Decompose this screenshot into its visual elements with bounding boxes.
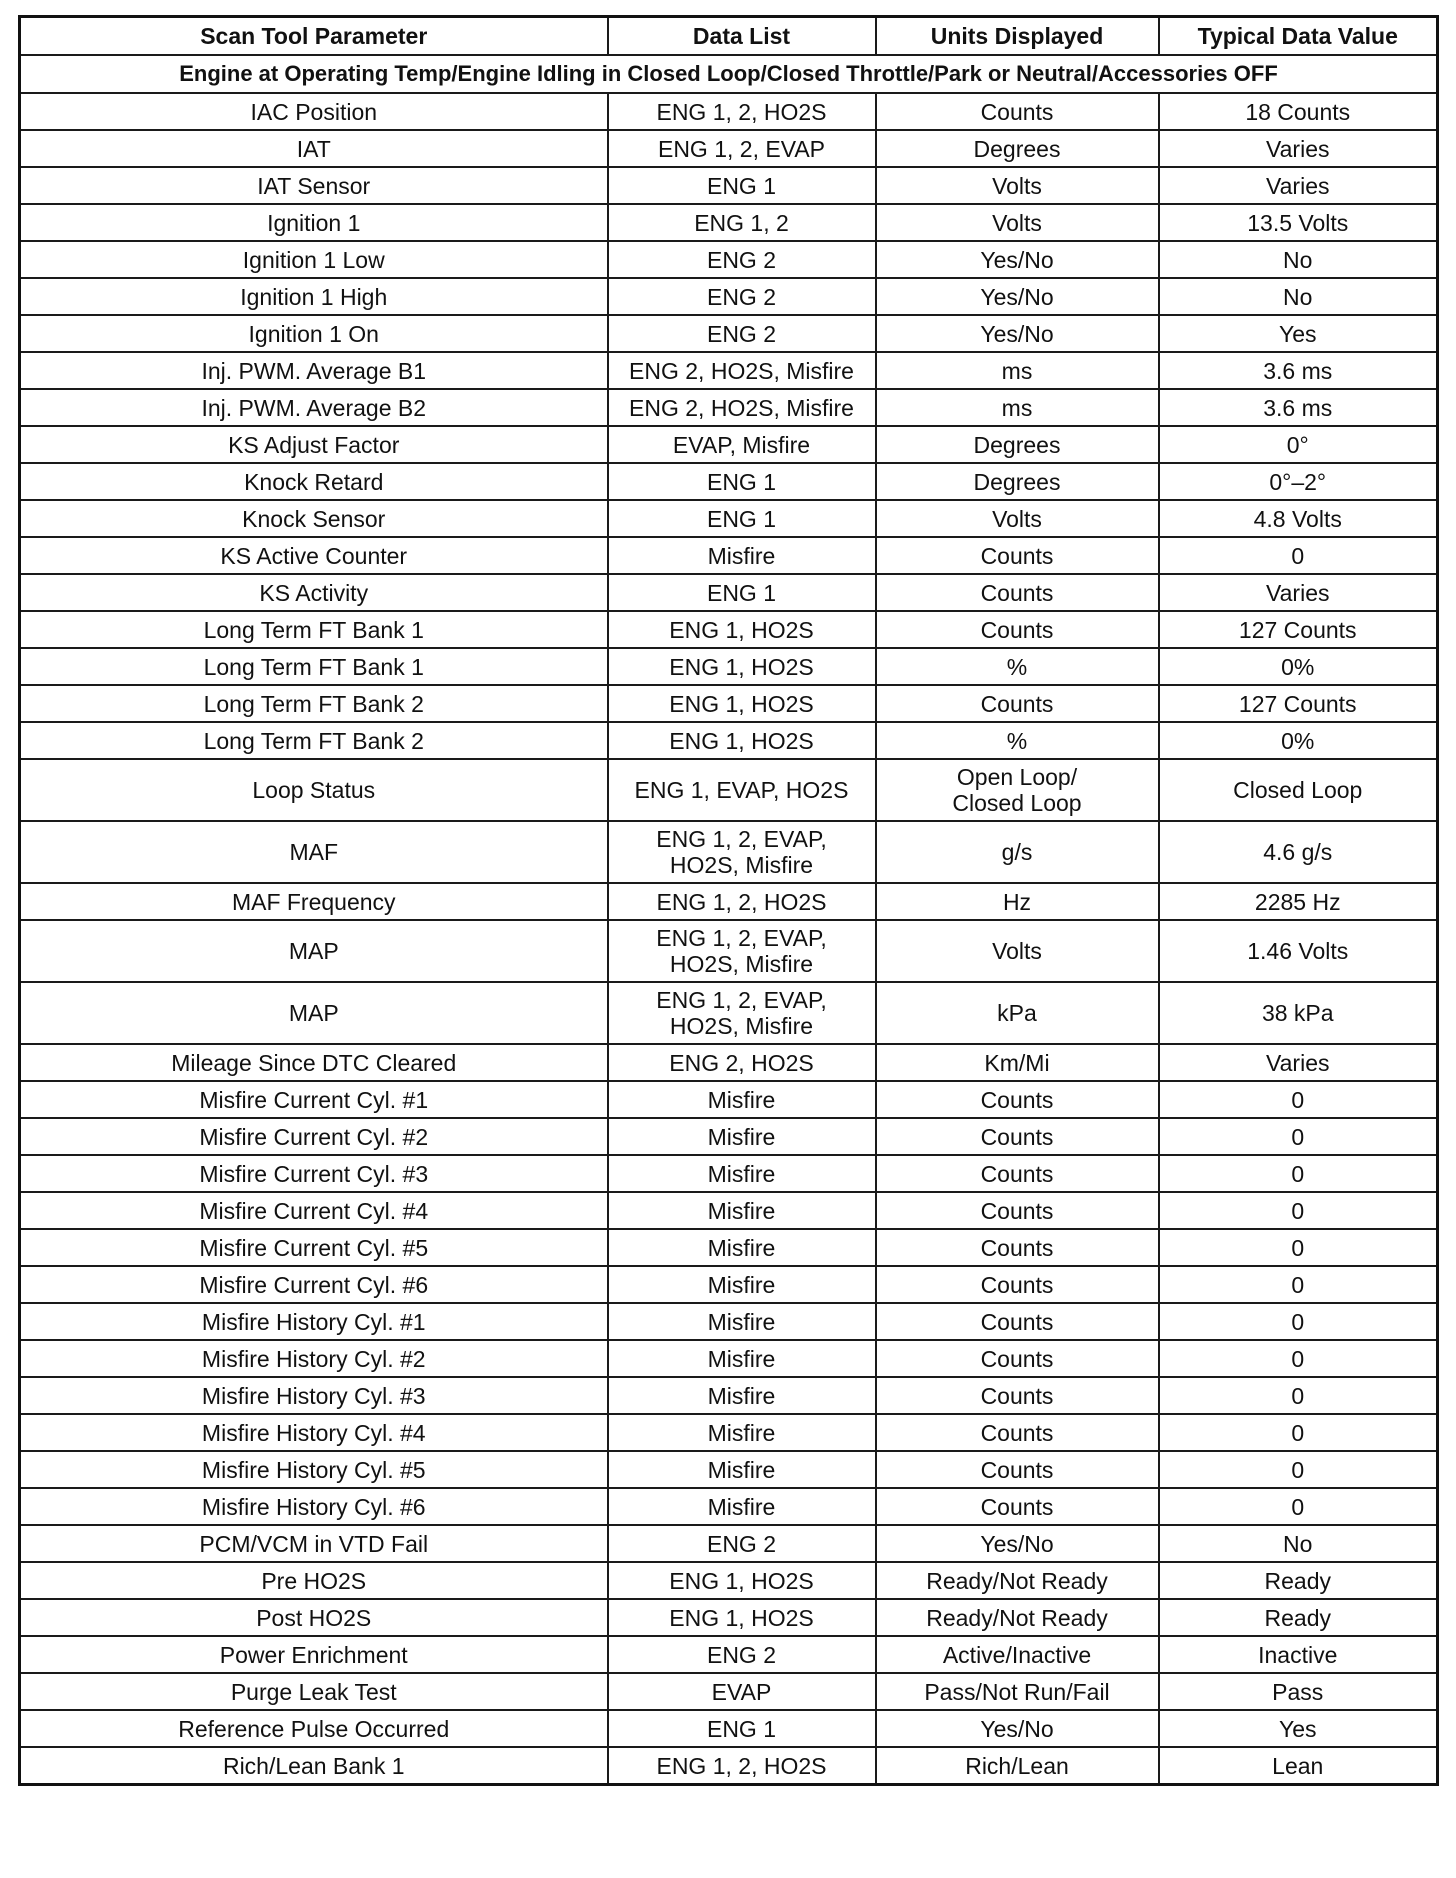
cell-parameter: MAF Frequency bbox=[20, 883, 608, 920]
table-row bbox=[20, 167, 1438, 204]
table-row bbox=[20, 1710, 1438, 1747]
cell-typical-value: 0 bbox=[1159, 1266, 1438, 1303]
cell-parameter: MAF bbox=[20, 821, 608, 883]
table-row bbox=[20, 1303, 1438, 1340]
cell-parameter: Misfire History Cyl. #3 bbox=[20, 1377, 608, 1414]
cell-parameter: IAT Sensor bbox=[20, 167, 608, 204]
cell-typical-value: 0 bbox=[1159, 1414, 1438, 1451]
cell-units: Hz bbox=[876, 883, 1159, 920]
cell-parameter: Misfire Current Cyl. #5 bbox=[20, 1229, 608, 1266]
cell-data-list: ENG 1, 2, EVAP, HO2S, Misfire bbox=[608, 821, 876, 883]
cell-units: Counts bbox=[876, 1229, 1159, 1266]
table-row bbox=[20, 389, 1438, 426]
cell-units: ms bbox=[876, 389, 1159, 426]
table-row bbox=[20, 1747, 1438, 1785]
cell-data-list: Misfire bbox=[608, 1414, 876, 1451]
cell-parameter: Ignition 1 On bbox=[20, 315, 608, 352]
table-row bbox=[20, 574, 1438, 611]
cell-units: Volts bbox=[876, 167, 1159, 204]
cell-units: Degrees bbox=[876, 463, 1159, 500]
cell-data-list: ENG 2 bbox=[608, 1525, 876, 1562]
table-row bbox=[20, 130, 1438, 167]
table-row bbox=[20, 1451, 1438, 1488]
cell-data-list: ENG 1, 2, EVAP bbox=[608, 130, 876, 167]
cell-typical-value: Lean bbox=[1159, 1747, 1438, 1785]
cell-units: Yes/No bbox=[876, 278, 1159, 315]
table-row bbox=[20, 1081, 1438, 1118]
cell-parameter: Loop Status bbox=[20, 759, 608, 821]
cell-typical-value: 0% bbox=[1159, 648, 1438, 685]
cell-data-list: ENG 1 bbox=[608, 574, 876, 611]
table-row bbox=[20, 1192, 1438, 1229]
table-row bbox=[20, 648, 1438, 685]
condition-text: Engine at Operating Temp/Engine Idling in Closed Loop/Closed Throttle/Park or Neutral/Accessories OFF bbox=[20, 55, 1438, 93]
cell-data-list: ENG 1 bbox=[608, 463, 876, 500]
scan-tool-data-table-sheet bbox=[18, 15, 1436, 1786]
cell-parameter: Long Term FT Bank 1 bbox=[20, 648, 608, 685]
cell-typical-value: 0 bbox=[1159, 537, 1438, 574]
cell-units: Counts bbox=[876, 537, 1159, 574]
cell-units: Counts bbox=[876, 1377, 1159, 1414]
cell-units: g/s bbox=[876, 821, 1159, 883]
cell-typical-value: 0 bbox=[1159, 1118, 1438, 1155]
cell-typical-value: Varies bbox=[1159, 167, 1438, 204]
cell-data-list: EVAP bbox=[608, 1673, 876, 1710]
cell-data-list: ENG 2 bbox=[608, 241, 876, 278]
cell-parameter: Misfire Current Cyl. #2 bbox=[20, 1118, 608, 1155]
cell-units: Pass/Not Run/Fail bbox=[876, 1673, 1159, 1710]
cell-typical-value: Ready bbox=[1159, 1599, 1438, 1636]
table-row bbox=[20, 93, 1438, 130]
cell-units: Counts bbox=[876, 1414, 1159, 1451]
cell-data-list: ENG 1, HO2S bbox=[608, 685, 876, 722]
table-row bbox=[20, 1155, 1438, 1192]
cell-typical-value: 38 kPa bbox=[1159, 982, 1438, 1044]
cell-parameter: IAC Position bbox=[20, 93, 608, 130]
cell-typical-value: 0 bbox=[1159, 1303, 1438, 1340]
cell-data-list: EVAP, Misfire bbox=[608, 426, 876, 463]
cell-data-list: Misfire bbox=[608, 1192, 876, 1229]
cell-parameter: Misfire Current Cyl. #6 bbox=[20, 1266, 608, 1303]
table-row bbox=[20, 1636, 1438, 1673]
cell-data-list: ENG 2 bbox=[608, 315, 876, 352]
cell-typical-value: 0 bbox=[1159, 1229, 1438, 1266]
cell-parameter: Power Enrichment bbox=[20, 1636, 608, 1673]
cell-typical-value: 3.6 ms bbox=[1159, 389, 1438, 426]
table-row bbox=[20, 537, 1438, 574]
header-units-displayed: Units Displayed bbox=[876, 17, 1159, 56]
cell-units: Volts bbox=[876, 920, 1159, 982]
cell-typical-value: 127 Counts bbox=[1159, 685, 1438, 722]
cell-typical-value: 18 Counts bbox=[1159, 93, 1438, 130]
header-scan-tool-parameter: Scan Tool Parameter bbox=[20, 17, 608, 56]
cell-parameter: Misfire History Cyl. #2 bbox=[20, 1340, 608, 1377]
cell-parameter: Pre HO2S bbox=[20, 1562, 608, 1599]
cell-parameter: Ignition 1 High bbox=[20, 278, 608, 315]
cell-typical-value: No bbox=[1159, 1525, 1438, 1562]
cell-parameter: Purge Leak Test bbox=[20, 1673, 608, 1710]
cell-data-list: ENG 2, HO2S bbox=[608, 1044, 876, 1081]
header-typical-data-value: Typical Data Value bbox=[1159, 17, 1438, 56]
cell-data-list: Misfire bbox=[608, 1488, 876, 1525]
cell-parameter: Inj. PWM. Average B2 bbox=[20, 389, 608, 426]
cell-typical-value: 0 bbox=[1159, 1340, 1438, 1377]
cell-units: Ready/Not Ready bbox=[876, 1599, 1159, 1636]
cell-units: Yes/No bbox=[876, 1525, 1159, 1562]
table-row bbox=[20, 722, 1438, 759]
cell-data-list: ENG 1, HO2S bbox=[608, 648, 876, 685]
table-row bbox=[20, 920, 1438, 982]
cell-units: % bbox=[876, 648, 1159, 685]
table-row bbox=[20, 1377, 1438, 1414]
cell-data-list: Misfire bbox=[608, 1377, 876, 1414]
cell-units: Counts bbox=[876, 611, 1159, 648]
cell-units: Degrees bbox=[876, 130, 1159, 167]
cell-typical-value: 0 bbox=[1159, 1451, 1438, 1488]
cell-data-list: ENG 2 bbox=[608, 278, 876, 315]
cell-units: Yes/No bbox=[876, 315, 1159, 352]
table-row bbox=[20, 204, 1438, 241]
table-row bbox=[20, 1525, 1438, 1562]
cell-typical-value: 0 bbox=[1159, 1081, 1438, 1118]
cell-typical-value: No bbox=[1159, 278, 1438, 315]
cell-units: Counts bbox=[876, 1340, 1159, 1377]
cell-parameter: Long Term FT Bank 2 bbox=[20, 722, 608, 759]
table-row bbox=[20, 1044, 1438, 1081]
cell-units: Counts bbox=[876, 1118, 1159, 1155]
cell-typical-value: Closed Loop bbox=[1159, 759, 1438, 821]
cell-typical-value: 3.6 ms bbox=[1159, 352, 1438, 389]
cell-units: Counts bbox=[876, 1488, 1159, 1525]
cell-typical-value: 4.6 g/s bbox=[1159, 821, 1438, 883]
cell-data-list: Misfire bbox=[608, 1303, 876, 1340]
cell-units: Yes/No bbox=[876, 1710, 1159, 1747]
table-row bbox=[20, 1229, 1438, 1266]
cell-parameter: Reference Pulse Occurred bbox=[20, 1710, 608, 1747]
table-row bbox=[20, 611, 1438, 648]
cell-units: Volts bbox=[876, 500, 1159, 537]
cell-typical-value: 0°–2° bbox=[1159, 463, 1438, 500]
cell-units: Yes/No bbox=[876, 241, 1159, 278]
cell-units: Counts bbox=[876, 685, 1159, 722]
cell-units: Counts bbox=[876, 1266, 1159, 1303]
cell-data-list: Misfire bbox=[608, 537, 876, 574]
cell-parameter: Knock Retard bbox=[20, 463, 608, 500]
cell-parameter: KS Activity bbox=[20, 574, 608, 611]
cell-units: kPa bbox=[876, 982, 1159, 1044]
cell-parameter: Mileage Since DTC Cleared bbox=[20, 1044, 608, 1081]
cell-typical-value: 1.46 Volts bbox=[1159, 920, 1438, 982]
table-row bbox=[20, 500, 1438, 537]
cell-data-list: ENG 1, 2, EVAP, HO2S, Misfire bbox=[608, 982, 876, 1044]
table-row bbox=[20, 1414, 1438, 1451]
cell-parameter: Misfire History Cyl. #6 bbox=[20, 1488, 608, 1525]
cell-units: % bbox=[876, 722, 1159, 759]
cell-data-list: ENG 2, HO2S, Misfire bbox=[608, 352, 876, 389]
cell-data-list: ENG 1, HO2S bbox=[608, 1599, 876, 1636]
cell-data-list: Misfire bbox=[608, 1118, 876, 1155]
cell-parameter: Post HO2S bbox=[20, 1599, 608, 1636]
table-row bbox=[20, 982, 1438, 1044]
cell-typical-value: 0 bbox=[1159, 1155, 1438, 1192]
cell-parameter: Misfire Current Cyl. #4 bbox=[20, 1192, 608, 1229]
scan-tool-data-table bbox=[18, 15, 1439, 1786]
table-row bbox=[20, 1488, 1438, 1525]
cell-data-list: ENG 1, 2, HO2S bbox=[608, 1747, 876, 1785]
cell-parameter: Rich/Lean Bank 1 bbox=[20, 1747, 608, 1785]
cell-units: Km/Mi bbox=[876, 1044, 1159, 1081]
cell-typical-value: 127 Counts bbox=[1159, 611, 1438, 648]
cell-typical-value: No bbox=[1159, 241, 1438, 278]
cell-typical-value: Varies bbox=[1159, 130, 1438, 167]
table-row bbox=[20, 315, 1438, 352]
cell-typical-value: Pass bbox=[1159, 1673, 1438, 1710]
table-row bbox=[20, 426, 1438, 463]
cell-data-list: Misfire bbox=[608, 1155, 876, 1192]
cell-typical-value: Varies bbox=[1159, 574, 1438, 611]
cell-units: ms bbox=[876, 352, 1159, 389]
cell-units: Counts bbox=[876, 1081, 1159, 1118]
cell-typical-value: 0° bbox=[1159, 426, 1438, 463]
table-row bbox=[20, 241, 1438, 278]
cell-units: Degrees bbox=[876, 426, 1159, 463]
cell-typical-value: Yes bbox=[1159, 315, 1438, 352]
cell-units: Rich/Lean bbox=[876, 1747, 1159, 1785]
cell-units: Active/Inactive bbox=[876, 1636, 1159, 1673]
cell-data-list: ENG 1, HO2S bbox=[608, 1562, 876, 1599]
table-row bbox=[20, 1599, 1438, 1636]
cell-parameter: MAP bbox=[20, 920, 608, 982]
cell-data-list: Misfire bbox=[608, 1229, 876, 1266]
cell-data-list: Misfire bbox=[608, 1081, 876, 1118]
cell-parameter: MAP bbox=[20, 982, 608, 1044]
cell-units: Open Loop/ Closed Loop bbox=[876, 759, 1159, 821]
condition-row bbox=[20, 55, 1438, 93]
cell-units: Ready/Not Ready bbox=[876, 1562, 1159, 1599]
table-row bbox=[20, 1673, 1438, 1710]
cell-typical-value: Ready bbox=[1159, 1562, 1438, 1599]
cell-units: Counts bbox=[876, 1451, 1159, 1488]
cell-units: Counts bbox=[876, 93, 1159, 130]
table-row bbox=[20, 883, 1438, 920]
cell-parameter: Ignition 1 Low bbox=[20, 241, 608, 278]
cell-data-list: Misfire bbox=[608, 1451, 876, 1488]
cell-data-list: ENG 2 bbox=[608, 1636, 876, 1673]
cell-parameter: KS Active Counter bbox=[20, 537, 608, 574]
cell-typical-value: Inactive bbox=[1159, 1636, 1438, 1673]
header-data-list: Data List bbox=[608, 17, 876, 56]
cell-typical-value: 0 bbox=[1159, 1192, 1438, 1229]
cell-parameter: Inj. PWM. Average B1 bbox=[20, 352, 608, 389]
table-row bbox=[20, 1266, 1438, 1303]
cell-parameter: Long Term FT Bank 1 bbox=[20, 611, 608, 648]
table-row bbox=[20, 1562, 1438, 1599]
cell-data-list: ENG 1 bbox=[608, 1710, 876, 1747]
cell-parameter: Misfire Current Cyl. #3 bbox=[20, 1155, 608, 1192]
cell-data-list: ENG 1, 2, HO2S bbox=[608, 93, 876, 130]
cell-units: Counts bbox=[876, 1155, 1159, 1192]
cell-typical-value: 13.5 Volts bbox=[1159, 204, 1438, 241]
header-row bbox=[20, 17, 1438, 56]
cell-parameter: PCM/VCM in VTD Fail bbox=[20, 1525, 608, 1562]
cell-data-list: Misfire bbox=[608, 1266, 876, 1303]
cell-parameter: Misfire History Cyl. #1 bbox=[20, 1303, 608, 1340]
cell-data-list: ENG 1, 2, EVAP, HO2S, Misfire bbox=[608, 920, 876, 982]
cell-units: Counts bbox=[876, 1192, 1159, 1229]
table-row bbox=[20, 1340, 1438, 1377]
cell-data-list: ENG 2, HO2S, Misfire bbox=[608, 389, 876, 426]
cell-typical-value: 0% bbox=[1159, 722, 1438, 759]
cell-data-list: Misfire bbox=[608, 1340, 876, 1377]
cell-parameter: Misfire History Cyl. #4 bbox=[20, 1414, 608, 1451]
table-row bbox=[20, 821, 1438, 883]
table-row bbox=[20, 463, 1438, 500]
table-row bbox=[20, 685, 1438, 722]
cell-units: Counts bbox=[876, 1303, 1159, 1340]
cell-typical-value: 2285 Hz bbox=[1159, 883, 1438, 920]
cell-typical-value: Yes bbox=[1159, 1710, 1438, 1747]
cell-parameter: IAT bbox=[20, 130, 608, 167]
cell-data-list: ENG 1, EVAP, HO2S bbox=[608, 759, 876, 821]
cell-units: Volts bbox=[876, 204, 1159, 241]
cell-data-list: ENG 1, 2, HO2S bbox=[608, 883, 876, 920]
cell-parameter: Knock Sensor bbox=[20, 500, 608, 537]
cell-typical-value: 4.8 Volts bbox=[1159, 500, 1438, 537]
cell-parameter: Misfire History Cyl. #5 bbox=[20, 1451, 608, 1488]
cell-data-list: ENG 1, HO2S bbox=[608, 611, 876, 648]
cell-data-list: ENG 1 bbox=[608, 500, 876, 537]
table-row bbox=[20, 278, 1438, 315]
cell-typical-value: 0 bbox=[1159, 1488, 1438, 1525]
cell-parameter: KS Adjust Factor bbox=[20, 426, 608, 463]
cell-parameter: Long Term FT Bank 2 bbox=[20, 685, 608, 722]
cell-typical-value: Varies bbox=[1159, 1044, 1438, 1081]
cell-parameter: Ignition 1 bbox=[20, 204, 608, 241]
cell-data-list: ENG 1 bbox=[608, 167, 876, 204]
table-row bbox=[20, 759, 1438, 821]
cell-data-list: ENG 1, HO2S bbox=[608, 722, 876, 759]
table-row bbox=[20, 1118, 1438, 1155]
table-row bbox=[20, 352, 1438, 389]
cell-data-list: ENG 1, 2 bbox=[608, 204, 876, 241]
cell-parameter: Misfire Current Cyl. #1 bbox=[20, 1081, 608, 1118]
cell-typical-value: 0 bbox=[1159, 1377, 1438, 1414]
cell-units: Counts bbox=[876, 574, 1159, 611]
